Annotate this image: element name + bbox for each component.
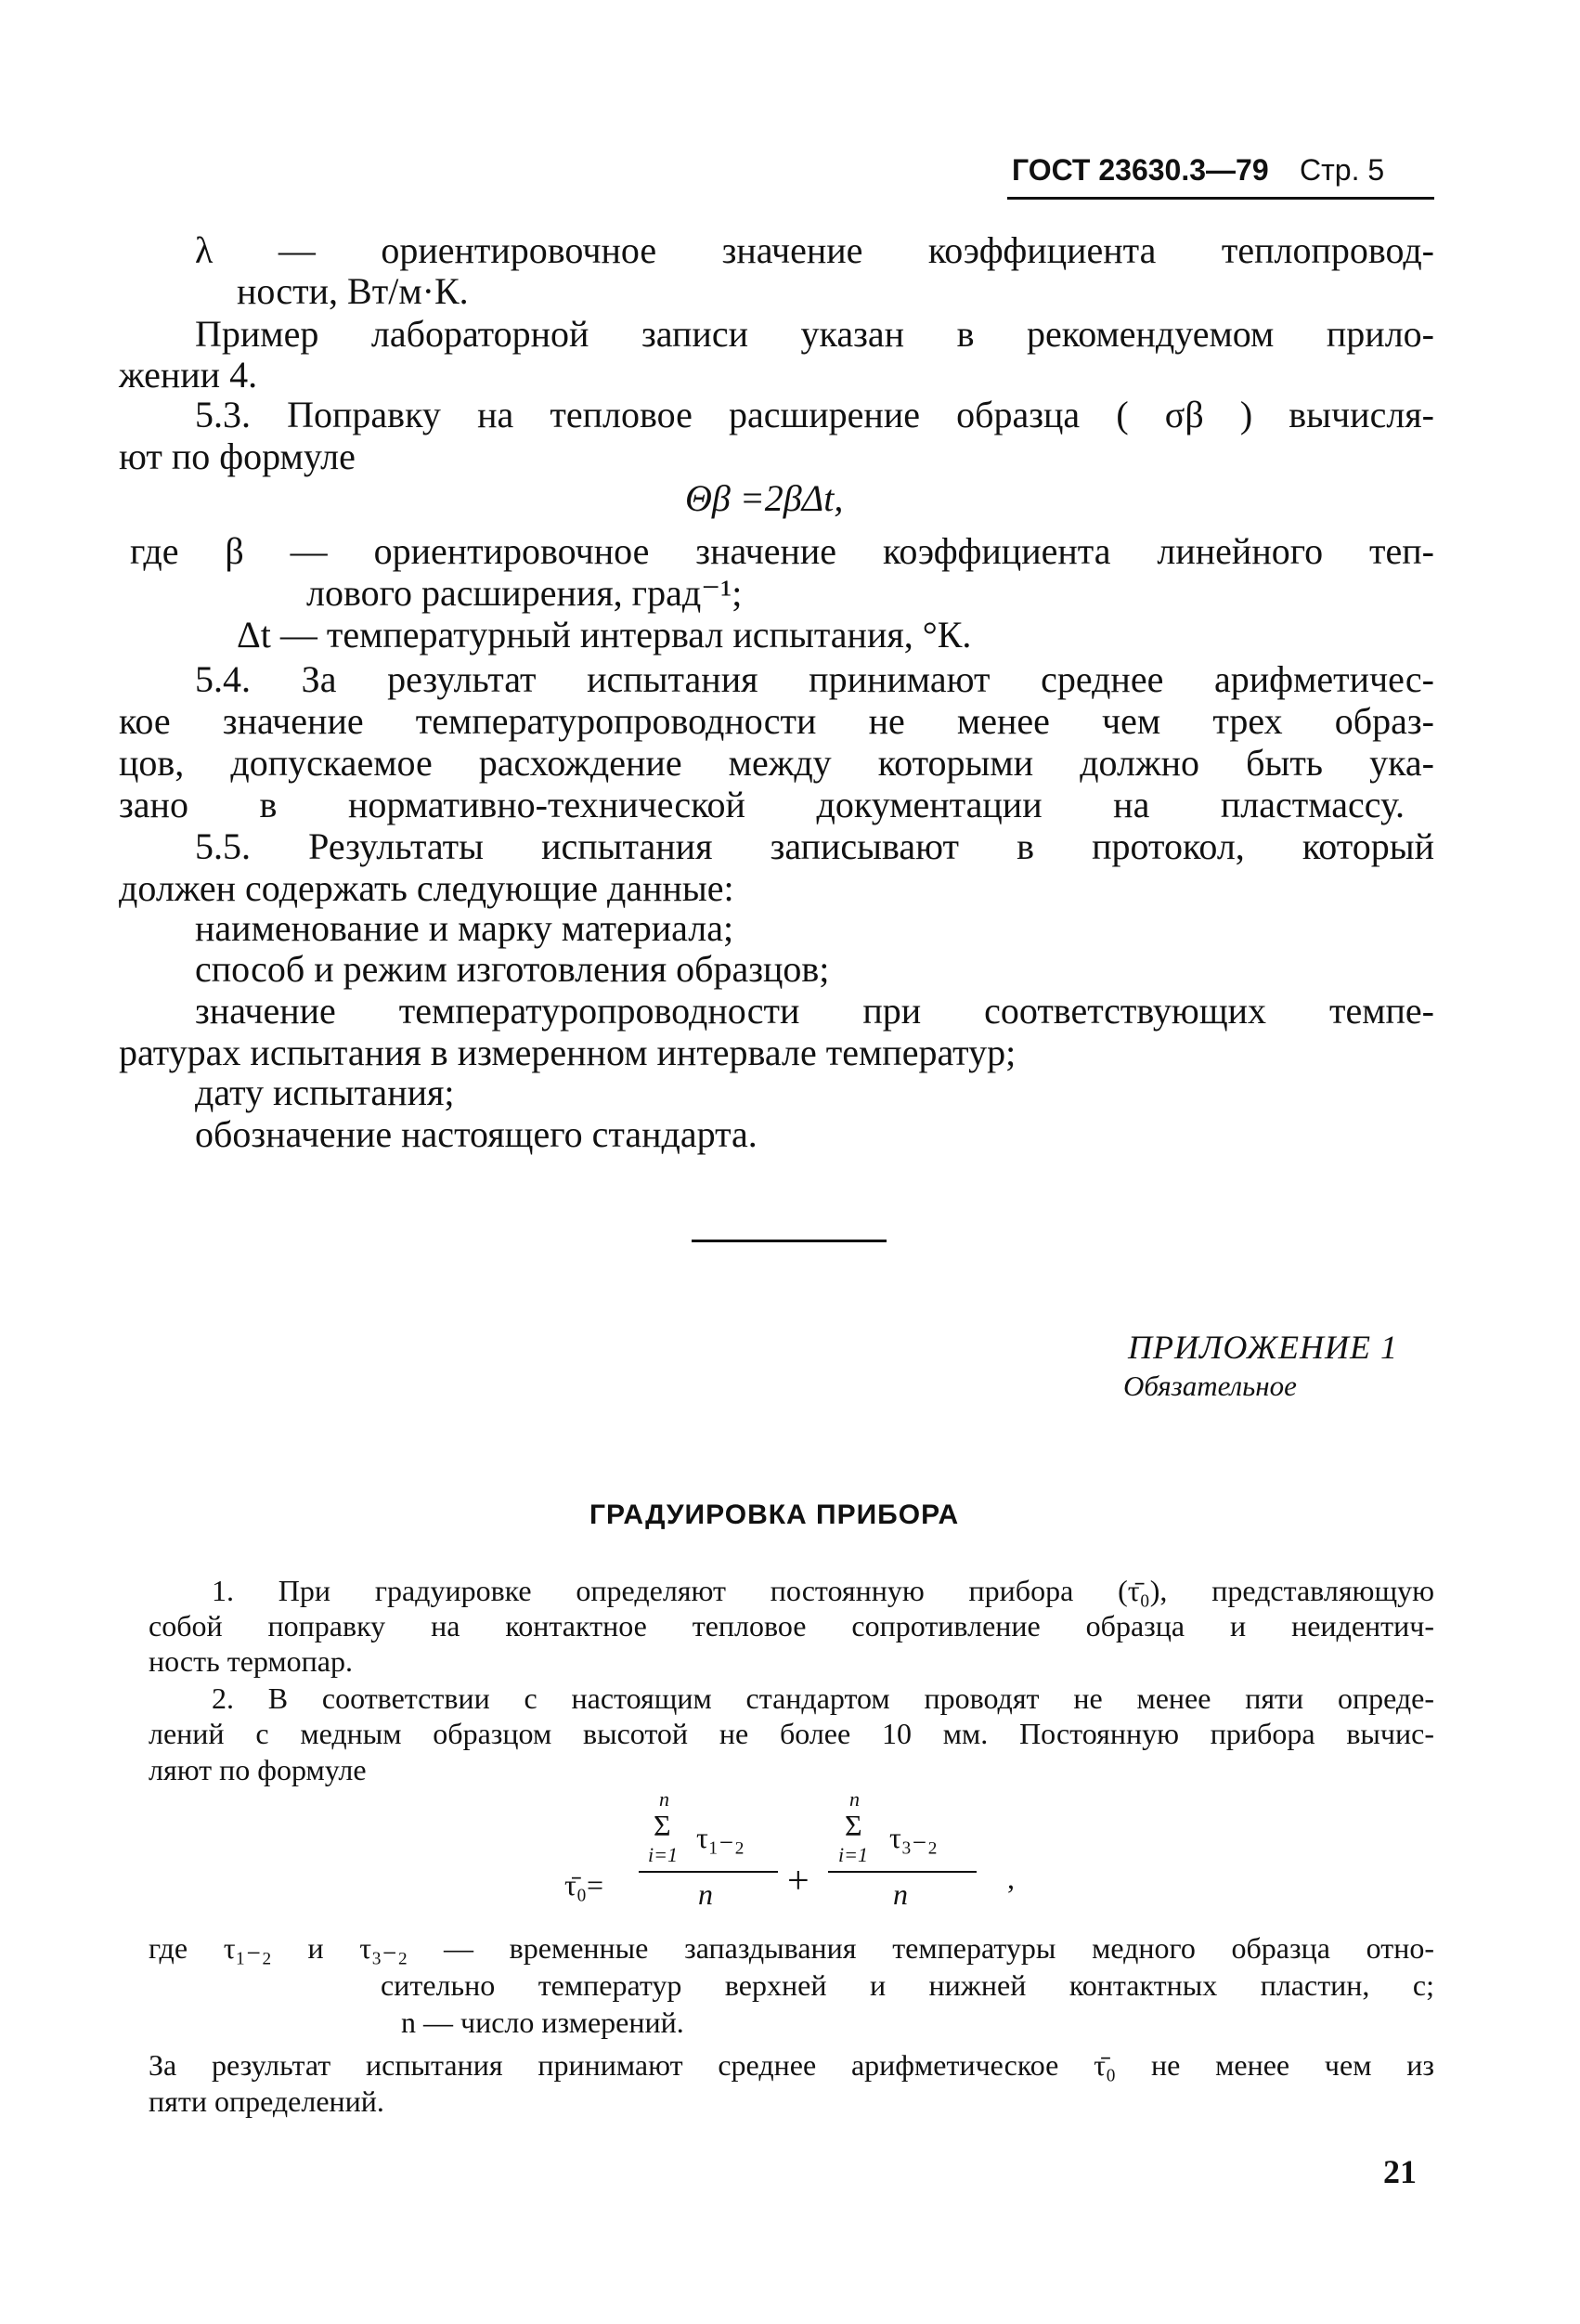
page-label: Стр. 5 [1300, 153, 1385, 187]
fraction2-denominator: n [893, 1877, 908, 1911]
body-line-12: кое значение температуропроводности не менее чем трех образ- [119, 700, 1434, 742]
where-line-1: где τ₁₋₂ и τ₃₋₂ — временные запаздывания температуры медного образца отно- [149, 1931, 1434, 1965]
appendix-line-4: 2. В соответствии с настоящим стандартом проводят не менее пяти опреде- [212, 1681, 1434, 1715]
body-line-22: обозначение настоящего стандарта. [195, 1113, 758, 1155]
body-line-9: лового расширения, град⁻¹; [306, 572, 743, 614]
appendix-line-6: ляют по формуле [149, 1753, 367, 1786]
body-line-8: где β — ориентировочное значение коэффициента линейного теп- [130, 530, 1434, 572]
sum1-upper: n [659, 1787, 669, 1811]
appendix-line-2: собой поправку на контактное тепловое сопротивление образца и неидентич- [149, 1609, 1434, 1642]
sum2-lower: i=1 [838, 1843, 868, 1866]
section-separator [692, 1240, 887, 1242]
formula-plus: + [787, 1860, 809, 1902]
body-line-14: зано в нормативно-технической документации на пластмассу. [119, 784, 1405, 825]
body-line-10: Δt — температурный интервал испытания, °К. [237, 614, 972, 656]
appendix-line-1: 1. При градуировке определяют постоянную прибора (τ̄₀), представляющую [212, 1574, 1434, 1607]
page-number: 21 [1383, 2153, 1417, 2190]
closing-line-2: пяти определений. [149, 2084, 384, 2118]
term-tau12: τ₁₋₂ [696, 1821, 745, 1854]
body-line-17: наименование и марку материала; [195, 907, 734, 949]
body-line-5: 5.3. Поправку на тепловое расширение образца ( σβ ) вычисля- [195, 394, 1434, 435]
where-line-2: сительно температур верхней и нижней контактных пластин, с; [381, 1968, 1434, 2002]
body-line-6: ют по формуле [119, 435, 356, 477]
header-rule [1007, 197, 1434, 200]
body-line-19: значение температуропроводности при соответствующих темпе- [195, 990, 1434, 1032]
body-line-11: 5.4. За результат испытания принимают среднее арифметичес- [195, 658, 1434, 700]
fraction1-line [639, 1871, 778, 1873]
body-line-20: ратурах испытания в измеренном интервале температур; [119, 1032, 1017, 1073]
body-line-3: Пример лабораторной записи указан в рекомендуемом прило- [195, 313, 1434, 355]
appendix-label: ПРИЛОЖЕНИЕ 1 [1128, 1329, 1398, 1366]
body-line-4: жении 4. [119, 354, 258, 396]
fraction1-denominator: n [698, 1877, 713, 1911]
standard-number: ГОСТ 23630.3—79 [1012, 153, 1269, 187]
formula-lhs: τ̄₀= [564, 1868, 604, 1902]
body-line-2: ности, Вт/м·К. [237, 270, 469, 312]
appendix-line-3: ность термопар. [149, 1644, 353, 1678]
sum1-lower: i=1 [648, 1843, 678, 1866]
closing-line-1: За результат испытания принимают среднее арифметическое τ̄₀ не менее чем из [149, 2048, 1434, 2082]
appendix-status: Обязательное [1123, 1370, 1297, 1402]
appendix-line-5: лений с медным образцом высотой не более 10 мм. Постоянную прибора вычис- [149, 1717, 1434, 1750]
body-line-21: дату испытания; [195, 1071, 455, 1113]
body-line-16: должен содержать следующие данные: [119, 867, 734, 909]
body-line-13: цов, допускаемое расхождение между которыми должно быть ука- [119, 742, 1434, 784]
fraction2-line [828, 1871, 977, 1873]
sum1-symbol: Σ [654, 1809, 671, 1842]
sum2-symbol: Σ [845, 1809, 862, 1842]
body-line-18: способ и режим изготовления образцов; [195, 948, 830, 990]
formula-comma: , [1007, 1862, 1015, 1895]
formula-theta: Θβ =2βΔt, [685, 477, 844, 519]
body-line-1: λ — ориентировочное значение коэффициента теплопровод- [195, 229, 1434, 271]
term-tau32: τ₃₋₂ [889, 1821, 939, 1854]
appendix-title: ГРАДУИРОВКА ПРИБОРА [589, 1500, 960, 1530]
where-line-3: n — число измерений. [401, 2006, 684, 2039]
sum2-upper: n [849, 1787, 860, 1811]
body-line-15: 5.5. Результаты испытания записывают в протокол, который [195, 825, 1434, 867]
